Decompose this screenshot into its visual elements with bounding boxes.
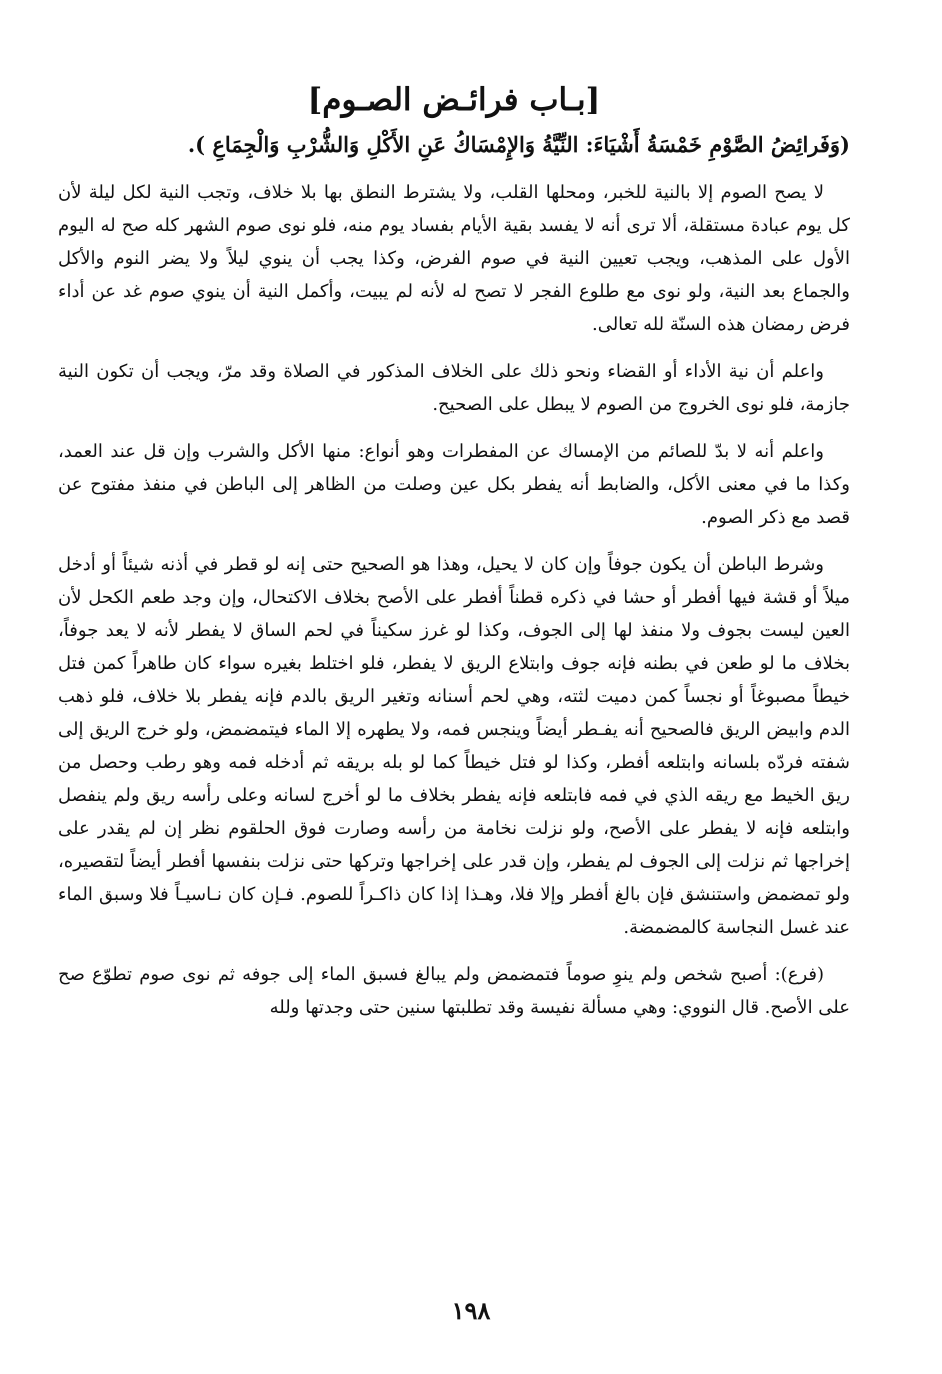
paragraph-batin: وشرط الباطن أن يكون جوفاً وإن كان لا يحيل، وهذا هو الصحيح حتى إنه لو قطر في أذنه شيئاً أو أدخل ميلاً أو قشة فيها أفطر أو حشا في ذكره قطناً أفطر على الأصح بخلاف الاكتحال، وإن وجد طعم الكحل لأن العين ليست بجوف ولا منفذ لها إلى الجوف، وكذا لو غرز سكيناً في لحم الساق لا يفطر لأنه لا يعد جوفاً، بخلاف ما لو طعن في بطنه فإنه جوف وابتلاع الريق لا يفطر، فلو اختلط بغيره سواء كان طاهراً كمن فتل خيطاً مصبوغاً أو نجساً كمن دميت لثته، وهي لحم أسنانه وتغير الريق بالدم فإنه يفطر بلا خلاف، فلو ذهب الدم وابيض الريق فالصحيح أنه يفـطر أيضاً وينجس فمه، ولا يطهره إلا الماء فيتمضمض، ولو خرج الريق إلى شفته فردّه بلسانه وابتلعه أفطر، وكذا لو فتل خيطاً كما لو بله بريقه ثم أدخله فمه وهو رطب وحصل من ريق الخيط مع ريقه الذي في فمه فابتلعه فإنه يفطر بخلاف ما لو أخرج لسانه وعلى رأسه ريق ولم ينفصل وابتلعه فإنه لا يفطر على الأصح، ولو نزلت نخامة من رأسه وصارت فوق الحلقوم نظر إن لم يقدر على إخراجها ثم نزلت إلى الجوف لم يفطر، وإن قدر على إخراجها وتركها حتى نزلت بنفسها أفطر أيضاً لتقصيره، ولو تمضمض واستنشق فإن بالغ أفطر وإلا فلا، وهـذا إذا كان ذاكـراً للصوم. فـإن كان نـاسيـاً فلا وسبق الماء عند غسل النجاسة كالمضمضة. (58, 554, 850, 938)
paragraph-niyyah: لا يصح الصوم إلا بالنية للخبر، ومحلها القلب، ولا يشترط النطق بها بلا خلاف، وتجب النية لكل ليلة لأن كل يوم عبادة مستقلة، ألا ترى أنه لا يفسد بقية الأيام بفساد يوم منه، فلو نوى صوم الشهر كله صح له اليوم الأول على المذهب، ويجب تعيين النية في صوم الفرض، وكذا يجب أن ينوي ليلاً ولا يضر النوم والأكل والجماع بعد النية، ولو نوى مع طلوع الفجر لا تصح له لأنه لم يبيت، وأكمل النية أن ينوي صوم غد عن أداء فرض رمضان هذه السنّة لله تعالى. (58, 182, 850, 335)
chapter-heading: [بـاب فرائـض الصـوم] (307, 82, 601, 118)
paragraph-far: (فرع): أصبح شخص ولم ينوِ صوماً فتمضمض ولم يبالغ فسبق الماء إلى جوفه ثم نوى صوم تطوّع صح على الأصح. قال النووي: وهي مسألة نفيسة وقد تطلبتها سنين حتى وجدتها ولله (58, 964, 850, 1018)
paragraph-ada-qada: واعلم أن نية الأداء أو القضاء ونحو ذلك على الخلاف المذكور في الصلاة وقد مرّ، ويجب أن تكون النية جازمة، فلو نوى الخروج من الصوم لا يبطل على الصحيح. (58, 361, 850, 415)
page-number: ١٩٨ (451, 1296, 491, 1325)
paragraph-imsak: واعلم أنه لا بدّ للصائم من الإمساك عن المفطرات وهو أنواع: منها الأكل والشرب وإن قل عند العمد، وكذا ما في معنى الأكل، والضابط أنه يفطر بكل عين وصلت من الظاهر إلى الباطن في منفذ مفتوح عن قصد مع ذكر الصوم. (58, 441, 850, 528)
matn-text: (وَفَرائِضُ الصَّوْمِ خَمْسَةُ أَشْيَاءَ: النِّيَّةُ وَالإِمْسَاكُ عَنِ الأَكْلِ وَالشُّرْبِ وَالْجِمَاعِ ). (187, 132, 850, 157)
